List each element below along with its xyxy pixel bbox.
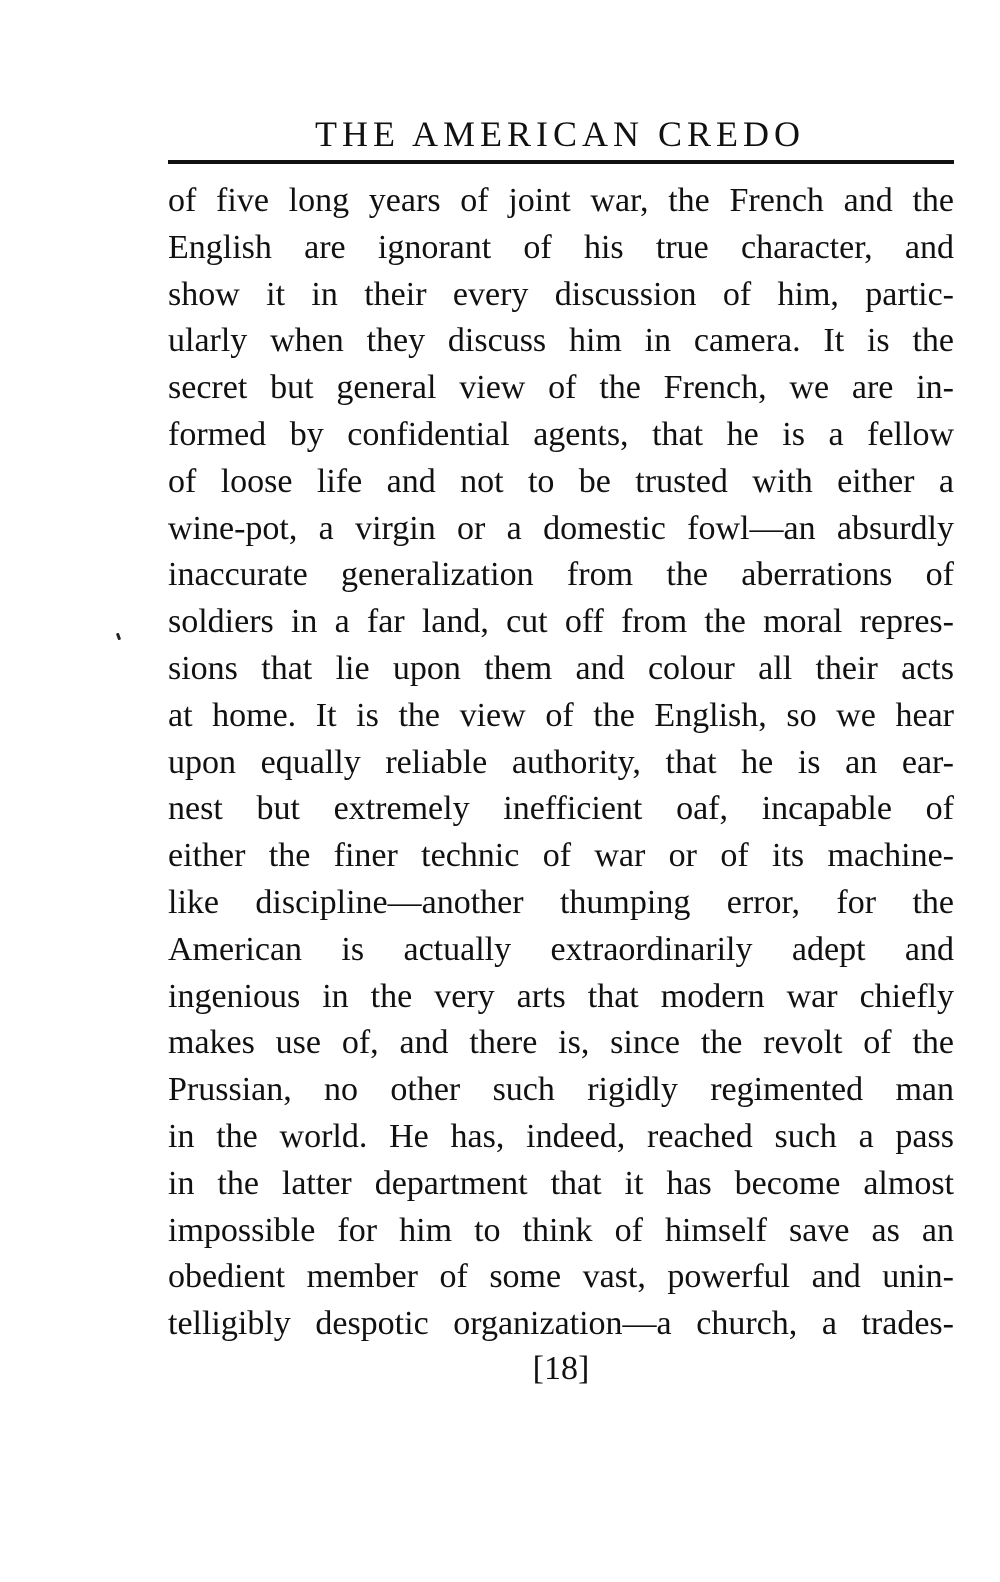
text-line: of five long years of joint war, the French and the [168, 182, 954, 219]
text-line: English are ignorant of his true character, and [168, 228, 954, 266]
text-line: Prussian, no other such rigidly regimented man [168, 1071, 954, 1109]
text-line: inaccurate generalization from the aberrations of [168, 556, 954, 594]
body-text [168, 178, 954, 1348]
text-line: ularly when they discuss him in camera. It is the [168, 322, 954, 360]
text-line: soldiers in a far land, cut off from the moral repres- [168, 603, 954, 641]
text-line: formed by confidential agents, that he is a fellow [168, 415, 954, 453]
text-line: sions that lie upon them and colour all their acts [168, 649, 954, 687]
text-line: wine-pot, a virgin or a domestic fowl—an absurdly [168, 509, 954, 547]
text-line: either the finer technic of war or of its machine- [168, 837, 954, 875]
text-line: of loose life and not to be trusted with either a [168, 462, 954, 500]
text-line: impossible for him to think of himself save as an [168, 1211, 954, 1249]
text-line: nest but extremely inefficient oaf, incapable of [168, 790, 954, 828]
text-line: like discipline—another thumping error, for the [168, 883, 954, 921]
text-line: in the world. He has, indeed, reached such a pass [168, 1117, 954, 1155]
text-line: upon equally reliable authority, that he is an ear- [168, 743, 954, 781]
text-line: in the latter department that it has become almost [168, 1164, 954, 1202]
text-line: makes use of, and there is, since the revolt of the [168, 1024, 954, 1062]
running-head: THE AMERICAN CREDO [314, 114, 805, 154]
text-line: at home. It is the view of the English, so we hear [168, 696, 954, 734]
text-line: American is actually extraordinarily adept and [168, 930, 954, 968]
scan-speck [116, 633, 121, 641]
text-line: ingenious in the very arts that modern war chiefly [168, 977, 954, 1015]
text-line: telligibly despotic organization—a church, a trades- [168, 1305, 954, 1343]
text-line: obedient member of some vast, powerful and unin- [168, 1258, 954, 1296]
text-line: secret but general view of the French, we are in- [168, 369, 954, 407]
text-line: show it in their every discussion of him, partic- [168, 275, 954, 313]
page-number: [18] [532, 1350, 590, 1387]
header-rule [168, 160, 954, 164]
